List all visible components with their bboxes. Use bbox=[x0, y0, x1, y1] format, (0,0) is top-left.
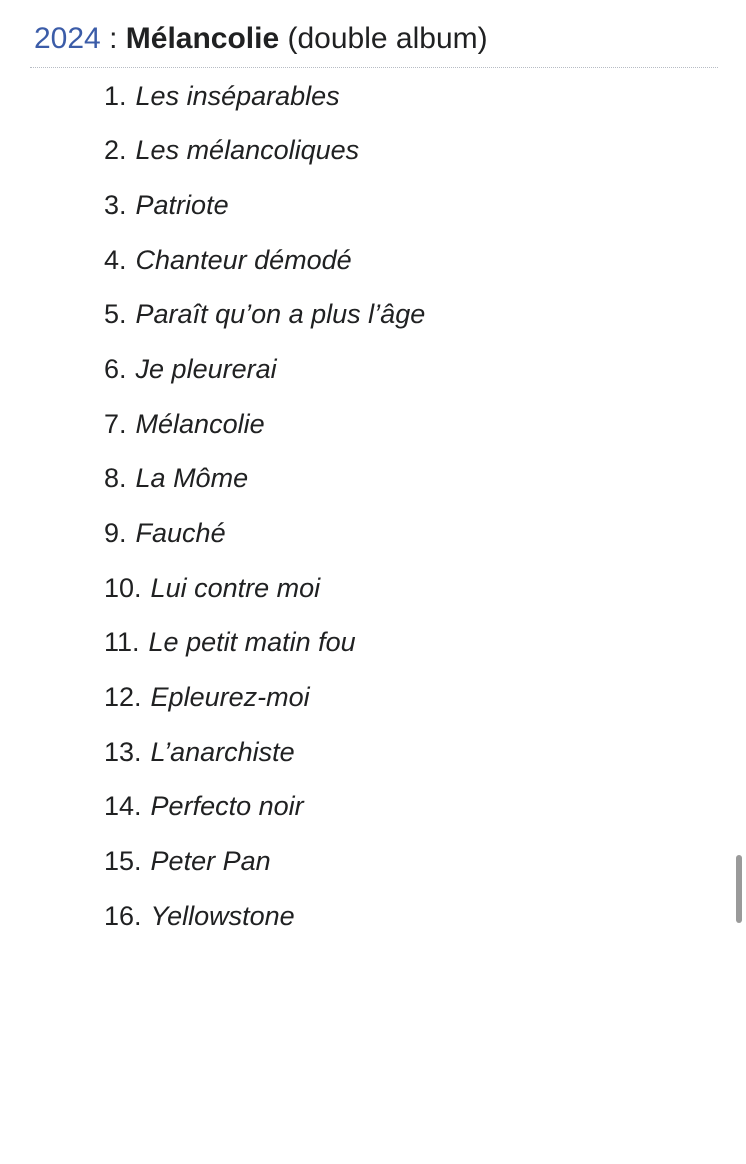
track-number: 9. bbox=[104, 518, 127, 548]
list-item bbox=[0, 683, 746, 713]
track-number: 10. bbox=[104, 572, 142, 603]
track-number: 13. bbox=[104, 736, 142, 767]
track-number: 6. bbox=[104, 353, 127, 384]
track-title: Le petit matin fou bbox=[148, 627, 356, 658]
track-number: 15. bbox=[104, 846, 142, 877]
list-item bbox=[0, 355, 746, 385]
list-item bbox=[0, 628, 746, 658]
album-title: Mélancolie bbox=[125, 22, 280, 55]
list-item bbox=[0, 82, 746, 112]
tracklist bbox=[0, 68, 746, 932]
track-number: 4. bbox=[104, 244, 127, 275]
track-number: 2. bbox=[104, 135, 127, 166]
track-number: 1. bbox=[104, 80, 127, 111]
list-item bbox=[0, 246, 746, 276]
list-item bbox=[0, 136, 746, 166]
track-number: 3. bbox=[104, 189, 127, 220]
album-year-link[interactable]: 2024 bbox=[34, 22, 101, 55]
track-title: Perfecto noir bbox=[150, 791, 304, 822]
track-number: 7. bbox=[104, 408, 127, 439]
list-item bbox=[0, 574, 746, 604]
list-item bbox=[0, 300, 746, 330]
track-number: 8. bbox=[104, 463, 127, 494]
album-heading bbox=[0, 0, 746, 57]
track-title: Je pleurerai bbox=[135, 353, 277, 384]
track-number: 5. bbox=[104, 299, 127, 330]
track-title: Les mélancoliques bbox=[135, 135, 360, 166]
list-item bbox=[0, 847, 746, 877]
list-item bbox=[0, 464, 746, 494]
vertical-scrollbar-thumb[interactable] bbox=[736, 855, 742, 923]
track-title: Les inséparables bbox=[135, 80, 340, 111]
track-title: Epleurez-moi bbox=[150, 682, 310, 713]
list-item bbox=[0, 191, 746, 221]
track-title: Lui contre moi bbox=[150, 572, 321, 603]
track-title: L’anarchiste bbox=[150, 736, 295, 767]
list-item bbox=[0, 410, 746, 440]
track-title: Chanteur démodé bbox=[135, 244, 352, 275]
list-item bbox=[0, 738, 746, 768]
album-note: (double album) bbox=[279, 22, 488, 55]
track-title: Fauché bbox=[135, 518, 226, 548]
track-title: Paraît qu’on a plus l’âge bbox=[135, 299, 426, 330]
track-number: 11. bbox=[104, 627, 140, 658]
list-item bbox=[0, 902, 746, 932]
track-number: 12. bbox=[104, 682, 142, 713]
track-title: Peter Pan bbox=[150, 846, 271, 877]
track-title: Mélancolie bbox=[135, 408, 265, 439]
list-item bbox=[0, 792, 746, 822]
track-number: 14. bbox=[104, 791, 142, 822]
track-title: Yellowstone bbox=[150, 900, 295, 931]
track-title: La Môme bbox=[135, 463, 249, 494]
heading-separator: : bbox=[100, 22, 126, 55]
track-title: Patriote bbox=[135, 189, 229, 220]
list-item bbox=[0, 519, 746, 549]
track-number: 16. bbox=[104, 900, 142, 931]
